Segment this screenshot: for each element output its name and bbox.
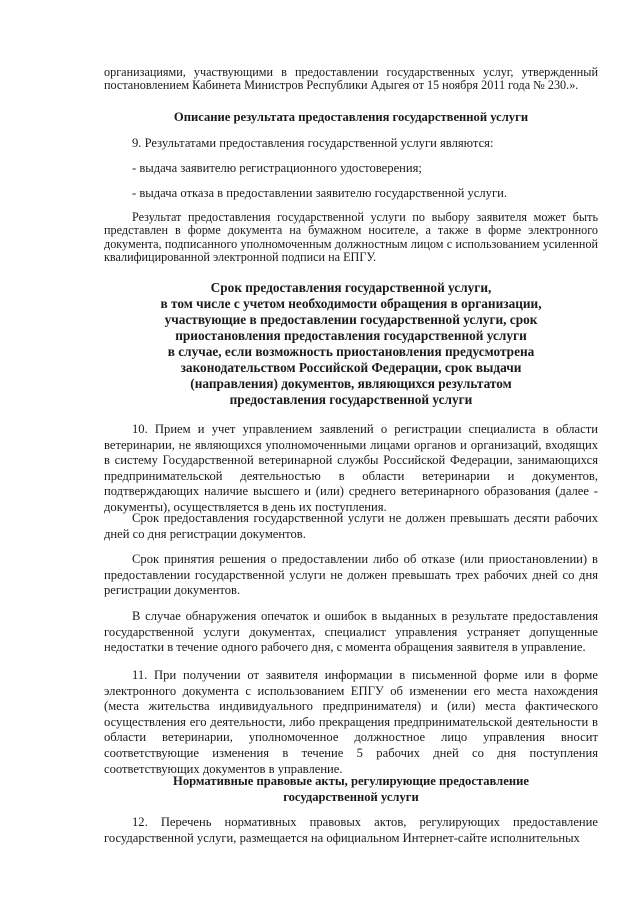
heading-service-term-line: Срок предоставления государственной услуги, (210, 280, 492, 295)
paragraph-11: 11. При получении от заявителя информации в письменной форме или в форме электронного документа с использованием ЕПГУ об изменении его места нахождения (места жительства индивидуального предпринимателя) и (или) места фактического осуществления его деятельности, либо прекращения предпринимательской деятельности в области ветеринарии, уполномоченное должностное лицо управления вносит соответствующие изменения в течение 5 рабочих дней со дня поступления соответствующих документов в управление. (104, 668, 598, 776)
heading-service-term-line: законодательством Российской Федерации, срок выдачи (180, 360, 522, 375)
paragraph-9-item-2: - выдача отказа в предоставлении заявителю государственной услуги. (132, 186, 508, 200)
intro-paragraph: организациями, участвующими в предоставлении государственных услуг, утвержденный постановлением Кабинета Министров Республики Адыгея от 15 ноября 2011 года № 230.». (104, 65, 598, 93)
heading-service-term-line: предоставления государственной услуги (229, 392, 473, 407)
paragraph-10: 10. Прием и учет управлением заявлений о регистрации специалиста в области ветеринарии, не являющихся уполномоченными лицами органов и организаций, входящих в систему Государственной ветеринарной службы Российской Федерации, занимающихся предпринимательской деятельностью в области ветеринарии и документов, подтверждающих наличие высшего и (или) среднего ветеринарного образования (далее - документы), осуществляется в день их поступления. (104, 422, 598, 514)
heading-service-term-line: приостановления предоставления государственной услуги (175, 328, 527, 343)
paragraph-10-decision: Срок принятия решения о предоставлении либо об отказе (или приостановлении) в предоставлении государственной услуги не должен превышать трех рабочих дней со дня регистрации документов. (104, 552, 598, 598)
heading-service-term-line: в том числе с учетом необходимости обращения в организации, (160, 296, 542, 311)
heading-legal-acts-line: государственной услуги (283, 789, 419, 804)
heading-service-term-line: в случае, если возможность приостановления предусмотрена (167, 344, 535, 359)
heading-legal-acts (104, 774, 598, 805)
paragraph-12: 12. Перечень нормативных правовых актов, регулирующих предоставление государственной услуги, размещается на официальном Интернет-сайте исполнительных (104, 815, 598, 845)
paragraph-10-errors: В случае обнаружения опечаток и ошибок в выданных в результате предоставления государственной услуги документах, специалист управления устраняет допущенные недостатки в течение одного рабочего дня, с момента обращения заявителя в управление. (104, 609, 598, 655)
paragraph-10-term: Срок предоставления государственной услуги не должен превышать десяти рабочих дней со дня регистрации документов. (104, 511, 598, 541)
paragraph-9-item-1: - выдача заявителю регистрационного удостоверения; (132, 161, 422, 175)
paragraph-9-intro: 9. Результатами предоставления государственной услуги являются: (132, 136, 494, 150)
paragraph-9-result: Результат предоставления государственной услуги по выбору заявителя может быть представлен в форме документа на бумажном носителе, а также в форме электронного документа, подписанного уполномоченным должностным лицом с использованием усиленной квалифицированной электронной подписи на ЕПГУ. (104, 210, 598, 265)
heading-service-term-line: участвующие в предоставлении государственной услуги, срок (164, 312, 538, 327)
heading-legal-acts-line: Нормативные правовые акты, регулирующие предоставление (173, 774, 529, 788)
heading-result-description: Описание результата предоставления государственной услуги (173, 110, 529, 124)
heading-service-term-line: (направления) документов, являющихся результатом (190, 376, 512, 391)
heading-service-term (112, 280, 590, 408)
